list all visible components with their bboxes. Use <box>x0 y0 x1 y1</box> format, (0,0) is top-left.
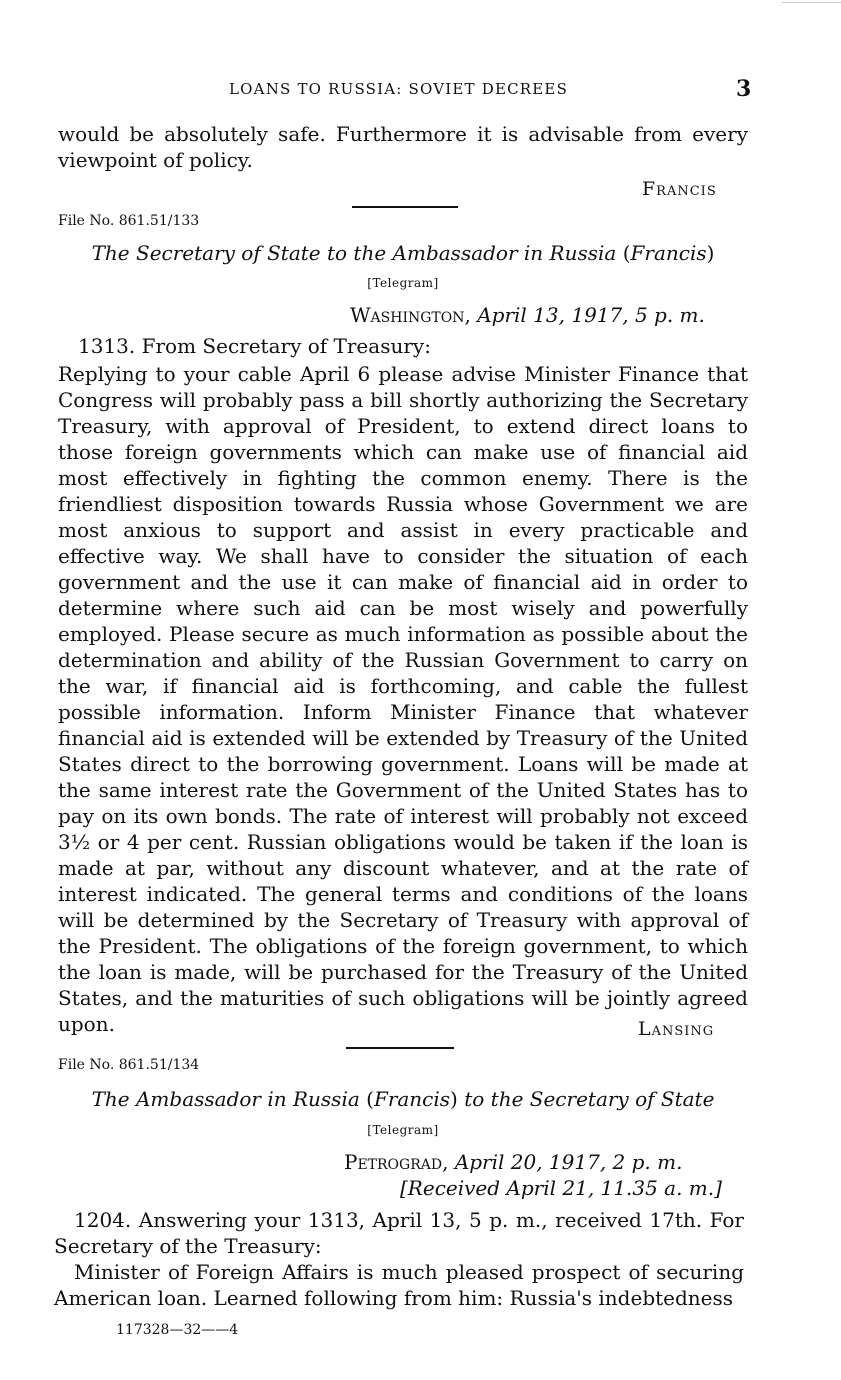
heading-paren-close: ) <box>706 241 715 265</box>
heading-paren-open: ( <box>366 1087 374 1111</box>
heading-recipient: to the Secretary of State <box>464 1087 715 1111</box>
dateline-place: Petrograd, <box>344 1150 449 1174</box>
dateline-date: April 13, 1917, 5 p. m. <box>477 303 705 327</box>
page-number: 3 <box>736 76 752 102</box>
message-opening: 1313. From Secretary of Treasury: <box>78 334 431 358</box>
message-opening: 1204. Answering your 1313, April 13, 5 p. m., received 17th. For Secretary of the Treasury: <box>54 1208 744 1258</box>
printer-footer: 117328—32——4 <box>116 1322 239 1338</box>
heading-name: Francis <box>373 1087 451 1111</box>
scan-edge-line <box>781 2 841 3</box>
intro-paragraph: would be absolutely safe. Furthermore it is advisable from every viewpoint of policy. <box>58 122 748 172</box>
message-body: Minister of Foreign Affairs is much pleased prospect of securing American loan. Learned following from him: Russia's indebtedness <box>54 1260 744 1310</box>
dateline <box>350 303 705 327</box>
message-body: Replying to your cable April 6 please advise Minister Finance that Congress will probably pass a bill shortly authorizing the Secretary Treasury, with approval of President, to extend direct loans to those foreign governments which can make use of financial aid most effectively in fighting the common enemy. There is the friendliest disposition towards Russia whose Government we are most anxious to support and assist in every practicable and effective way. We shall have to consider the situation of each government and the use it can make of financial aid in order to determine where such aid can be most wisely and powerfully employed. Please secure as much information as possible about the determination and ability of the Russian Government to carry on the war, if financial aid is forthcoming, and cable the fullest possible information. Inform Minister Finance that whatever financial aid is extended will be extended by Treasury of the United States direct to the borrowing government. Loans will be made at the same interest rate the Government of the United States has to pay on its own bonds. The rate of interest will probably not exceed 3½ or 4 per cent. Russian obligations would be taken if the loan is made at par, without any discount whatever, and at the rate of interest indicated. The general terms and conditions of the loans will be determined by the Secretary of Treasury with approval of the President. The obligations of the foreign government, to which the loan is made, will be purchased for the Treasury of the United States, and the maturities of such obligations will be jointly agreed upon. <box>58 362 748 1036</box>
dateline-date: April 20, 1917, 2 p. m. <box>454 1150 683 1174</box>
document-heading <box>58 241 748 265</box>
heading-title: The Secretary of State to the Ambassador in Russia <box>91 241 617 265</box>
signature-francis: Francis <box>642 178 717 200</box>
section-divider <box>352 206 458 208</box>
section-divider <box>346 1047 454 1049</box>
heading-paren-open: ( <box>622 241 631 265</box>
file-number: File No. 861.51/133 <box>58 213 200 229</box>
heading-name: Francis <box>630 241 707 265</box>
heading-title: The Ambassador in Russia <box>91 1087 360 1111</box>
running-head: LOANS TO RUSSIA: SOVIET DECREES <box>229 80 569 98</box>
document-heading <box>58 1087 748 1111</box>
signature-lansing: Lansing <box>638 1018 715 1040</box>
received-line: [Received April 21, 11.35 a. m.] <box>400 1176 722 1200</box>
dateline-place: Washington, <box>350 303 471 327</box>
file-number: File No. 861.51/134 <box>58 1057 200 1073</box>
dateline <box>344 1150 682 1174</box>
telegram-label: [Telegram] <box>367 276 439 290</box>
heading-paren-close: ) <box>450 1087 458 1111</box>
telegram-label: [Telegram] <box>367 1123 439 1137</box>
